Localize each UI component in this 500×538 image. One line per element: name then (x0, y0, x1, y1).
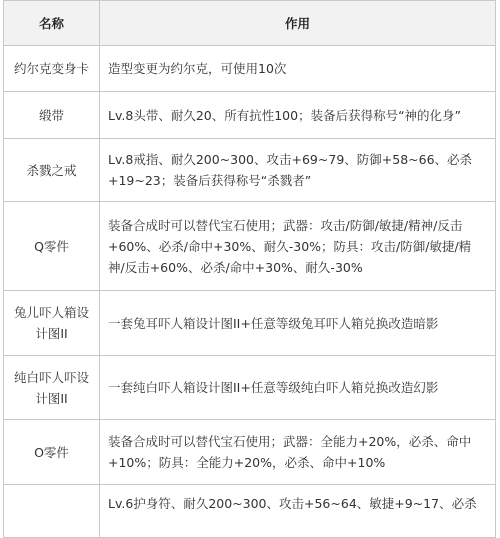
item-name (4, 485, 100, 538)
item-effect: Lv.8戒指、耐久200~300、攻击+69~79、防御+58~66、必杀+19~23；装备后获得称号“杀戮者” (100, 139, 496, 202)
item-name: Q零件 (4, 202, 100, 291)
item-table-container (3, 0, 495, 538)
item-effect: 装备合成时可以替代宝石使用；武器：全能力+20%，必杀、命中+10%；防具：全能力+20%，必杀、命中+10% (100, 420, 496, 485)
table-row (4, 420, 496, 485)
item-effect: 造型变更为约尔克，可使用10次 (100, 46, 496, 92)
item-name: O零件 (4, 420, 100, 485)
item-name: 缎带 (4, 92, 100, 139)
table-row (4, 356, 496, 420)
header-effect: 作用 (100, 1, 496, 46)
item-effect: Lv.8头带、耐久20、所有抗性100；装备后获得称号“神的化身” (100, 92, 496, 139)
item-name: 纯白吓人吓设计图II (4, 356, 100, 420)
item-name: 杀戮之戒 (4, 139, 100, 202)
item-effect: 一套兔耳吓人箱设计图II+任意等级兔耳吓人箱兑换改造暗影 (100, 291, 496, 356)
header-name: 名称 (4, 1, 100, 46)
table-header-row (4, 1, 496, 46)
table-row (4, 291, 496, 356)
item-effect: Lv.6护身符、耐久200~300、攻击+56~64、敏捷+9~17、必杀 (100, 485, 496, 538)
item-name: 兔儿吓人箱设计图II (4, 291, 100, 356)
table-row (4, 485, 496, 538)
table-row (4, 92, 496, 139)
table-row (4, 46, 496, 92)
item-effect: 一套纯白吓人箱设计图II+任意等级纯白吓人箱兑换改造幻影 (100, 356, 496, 420)
item-name: 约尔克变身卡 (4, 46, 100, 92)
item-table (3, 0, 496, 538)
table-row (4, 202, 496, 291)
item-effect: 装备合成时可以替代宝石使用；武器：攻击/防御/敏捷/精神/反击+60%、必杀/命中+30%、耐久-30%；防具：攻击/防御/敏捷/精神/反击+60%、必杀/命中+30%、耐久-30% (100, 202, 496, 291)
table-row (4, 139, 496, 202)
